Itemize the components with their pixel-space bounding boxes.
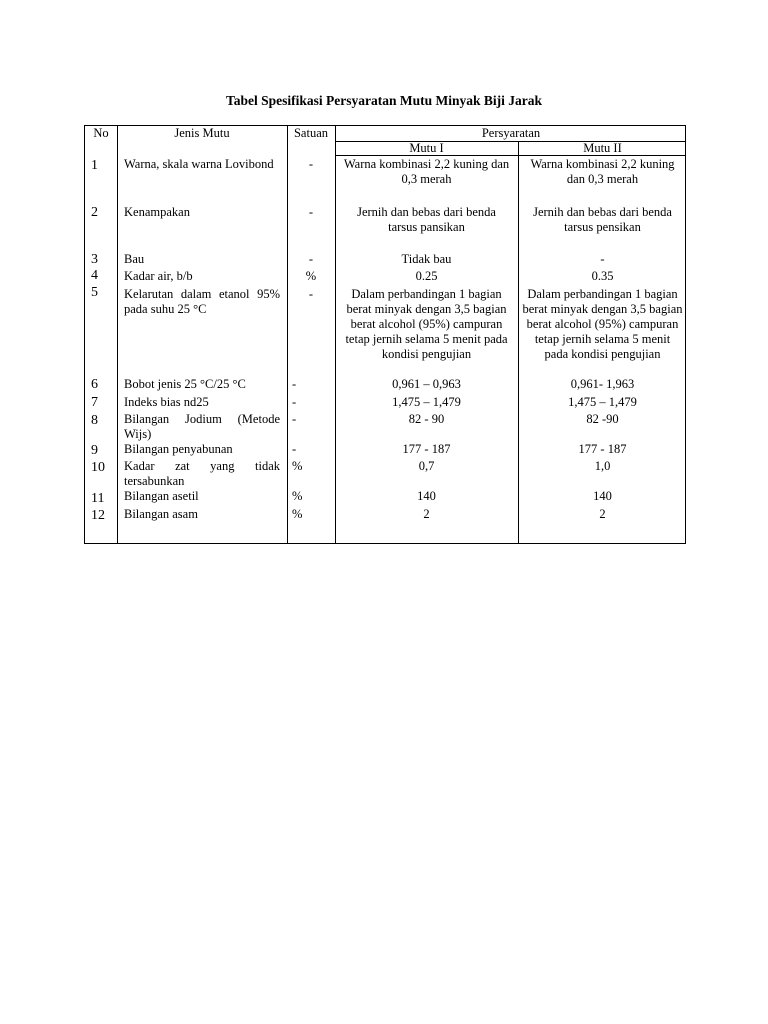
- row-number: 12: [91, 508, 105, 523]
- mutu-1-cell: 1,475 – 1,479: [392, 395, 461, 409]
- mutu-1-cell: 140: [417, 489, 436, 503]
- row-number: 2: [91, 205, 98, 220]
- column-divider: [335, 126, 336, 543]
- header-mutu-1: Mutu I: [409, 141, 444, 155]
- jenis-mutu-cell: Indeks bias nd25: [124, 395, 209, 409]
- satuan-cell: %: [292, 507, 303, 521]
- mutu-1-cell: 177 - 187: [402, 442, 451, 456]
- mutu-1-cell: 82 - 90: [408, 412, 445, 426]
- mutu-2-cell: 140: [593, 489, 612, 503]
- mutu-2-cell: Jernih dan bebas dari benda tarsus pensikan: [533, 205, 672, 234]
- header-satuan: Satuan: [293, 126, 329, 140]
- column-divider: [518, 141, 519, 543]
- satuan-cell: -: [308, 157, 314, 171]
- row-number: 7: [91, 395, 98, 410]
- row-number: 1: [91, 158, 98, 173]
- mutu-2-cell: Dalam perbandingan 1 bagian berat minyak dengan 3,5 bagian berat alcohol (95%) campuran tetap jernih selama 5 menit pada kondisi pengujian: [522, 287, 683, 361]
- row-number: 3: [91, 252, 98, 267]
- satuan-cell: -: [292, 377, 297, 391]
- jenis-mutu-cell: Bau: [124, 252, 145, 266]
- jenis-mutu-cell: Bilangan asam: [124, 507, 198, 521]
- jenis-mutu-cell: Bilangan asetil: [124, 489, 199, 503]
- spec-table: [84, 125, 686, 544]
- mutu-1-cell: 0.25: [415, 269, 438, 283]
- header-persyaratan: Persyaratan: [481, 126, 541, 140]
- jenis-mutu-cell: Kelarutan dalam etanol 95% pada suhu 25 °C: [124, 287, 280, 316]
- jenis-mutu-cell: Bobot jenis 25 °C/25 °C: [124, 377, 246, 391]
- satuan-cell: -: [308, 205, 314, 219]
- mutu-1-cell: Dalam perbandingan 1 bagian berat minyak dengan 3,5 bagian berat alcohol (95%) campuran tetap jernih selama 5 menit pada kondisi pengujian: [345, 287, 508, 361]
- jenis-mutu-cell: Kadar zat yang tidak tersabunkan: [124, 459, 280, 488]
- satuan-cell: -: [308, 252, 314, 266]
- mutu-2-cell: 1,475 – 1,479: [568, 395, 637, 409]
- row-number: 10: [91, 460, 105, 475]
- mutu-2-cell: 0,961- 1,963: [570, 377, 635, 391]
- jenis-mutu-cell: Warna, skala warna Lovibond: [124, 157, 274, 171]
- column-divider: [287, 126, 288, 543]
- satuan-cell: -: [292, 395, 297, 409]
- satuan-cell: %: [292, 489, 303, 503]
- header-no: No: [93, 126, 109, 140]
- row-number: 9: [91, 443, 98, 458]
- page-title: Tabel Spesifikasi Persyaratan Mutu Minyak Biji Jarak: [225, 93, 543, 108]
- mutu-2-cell: 0.35: [591, 269, 614, 283]
- mutu-1-cell: Tidak bau: [401, 252, 452, 266]
- satuan-cell: -: [292, 442, 297, 456]
- row-number: 8: [91, 413, 98, 428]
- row-number: 11: [91, 491, 105, 506]
- jenis-mutu-cell: Bilangan Jodium (Metode Wijs): [124, 412, 280, 441]
- jenis-mutu-cell: Kadar air, b/b: [124, 269, 193, 283]
- satuan-cell: -: [308, 287, 314, 301]
- mutu-1-cell: Warna kombinasi 2,2 kuning dan 0,3 merah: [343, 157, 510, 186]
- mutu-1-cell: 0,7: [418, 459, 435, 473]
- header-jenis-mutu: Jenis Mutu: [174, 126, 230, 140]
- satuan-cell: %: [292, 459, 303, 473]
- column-divider: [117, 126, 118, 543]
- mutu-2-cell: Warna kombinasi 2,2 kuning dan 0,3 merah: [530, 157, 675, 186]
- mutu-1-cell: 0,961 – 0,963: [392, 377, 461, 391]
- row-number: 4: [91, 268, 98, 283]
- row-number: 6: [91, 377, 98, 392]
- mutu-2-cell: 177 - 187: [578, 442, 627, 456]
- satuan-cell: -: [292, 412, 297, 426]
- row-number: 5: [91, 285, 98, 300]
- mutu-2-cell: 82 -90: [586, 412, 619, 426]
- mutu-2-cell: -: [600, 252, 605, 266]
- satuan-cell: %: [305, 269, 317, 283]
- mutu-2-cell: 2: [599, 507, 606, 521]
- mutu-1-cell: 2: [423, 507, 430, 521]
- jenis-mutu-cell: Kenampakan: [124, 205, 190, 219]
- header-mutu-2: Mutu II: [583, 141, 622, 155]
- mutu-2-cell: 1,0: [594, 459, 611, 473]
- jenis-mutu-cell: Bilangan penyabunan: [124, 442, 233, 456]
- mutu-1-cell: Jernih dan bebas dari benda tarsus pansikan: [357, 205, 496, 234]
